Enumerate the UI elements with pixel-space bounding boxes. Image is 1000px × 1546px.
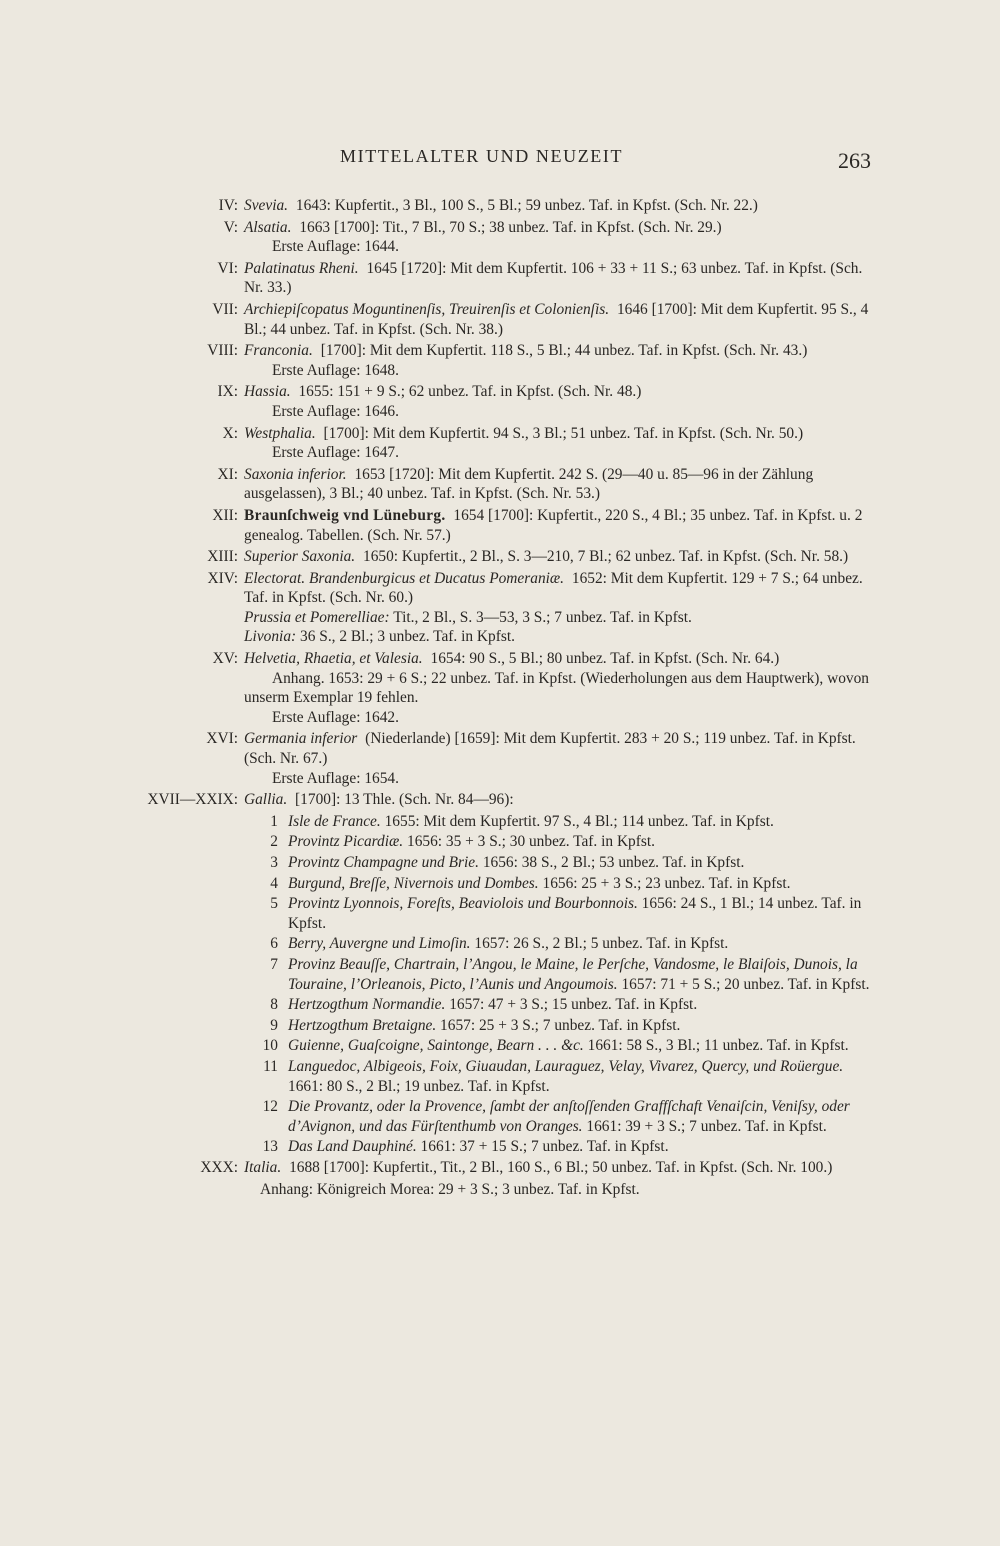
- entry-number: XII:: [212, 506, 238, 524]
- entry-title: Franconia.: [244, 342, 313, 360]
- gallia-item: [0, 874, 1000, 894]
- entry-number: XXX:: [200, 1158, 238, 1176]
- entry-description: 1654: 90 S., 5 Bl.; 80 unbez. Taf. in Kpfst. (Sch. Nr. 64.): [430, 650, 780, 668]
- entry-description: 1652: Mit dem Kupfertit. 129 + 7 S.; 64 unbez. Taf. in Kpfst. (Sch. Nr. 60.): [244, 569, 863, 607]
- catalog-entry: [0, 506, 1000, 545]
- item-title: Provintz Lyonnois, Foreſts, Beaviolois und Bourbonnois.: [288, 895, 638, 913]
- catalog-entry: [0, 569, 1000, 647]
- entry-description: 1654 [1700]: Kupfertit., 220 S., 4 Bl.; 35 unbez. Taf. in Kpfst. u. 2 genealog. Tabellen. (Sch. Nr. 57.): [244, 506, 863, 544]
- entry-title: Italia.: [244, 1158, 282, 1176]
- item-description: 1661: 58 S., 3 Bl.; 11 unbez. Taf. in Kpfst.: [587, 1037, 849, 1055]
- item-number: 8: [270, 996, 278, 1014]
- entry-description: 1650: Kupfertit., 2 Bl., S. 3—210, 7 Bl.; 62 unbez. Taf. in Kpfst. (Sch. Nr. 58.): [363, 548, 849, 566]
- entry-title: Germania inferior: [244, 730, 358, 748]
- entry-title: Hassia.: [244, 383, 291, 401]
- item-number: 12: [262, 1098, 278, 1116]
- catalog-entry: [0, 547, 1000, 567]
- entry-description: [1700]: 13 Thle. (Sch. Nr. 84—96):: [295, 791, 514, 809]
- gallia-item: [0, 1057, 1000, 1096]
- gallia-item: [0, 812, 1000, 832]
- entry-number: IX:: [217, 383, 238, 401]
- running-head: MITTELALTER UND NEUZEIT: [340, 146, 624, 166]
- entry-number: VIII:: [207, 342, 238, 360]
- entry-note: Erste Auflage: 1644.: [272, 238, 399, 256]
- item-number: 6: [270, 935, 278, 953]
- item-number: 7: [270, 955, 278, 973]
- item-number: 4: [270, 874, 278, 892]
- catalog-entry: [0, 218, 1000, 257]
- catalog-entry: [0, 300, 1000, 339]
- catalog-entry: [0, 649, 1000, 727]
- entry-title: Helvetia, Rhaetia, et Valesia.: [244, 650, 423, 668]
- catalog-entry: [0, 1158, 1000, 1178]
- gallia-item: [0, 853, 1000, 873]
- entry-description: 1688 [1700]: Kupfertit., Tit., 2 Bl., 160 S., 6 Bl.; 50 unbez. Taf. in Kpfst. (Sch. Nr. 100.): [289, 1158, 833, 1176]
- gallia-item: [0, 1097, 1000, 1136]
- gallia-item: [0, 934, 1000, 954]
- item-number: 13: [262, 1138, 278, 1156]
- catalog-entry: [0, 259, 1000, 298]
- item-number: 3: [270, 854, 278, 871]
- item-number: 10: [262, 1037, 278, 1055]
- entry-note: Erste Auflage: 1642.: [272, 708, 399, 726]
- entry-number: XV:: [212, 650, 238, 668]
- catalog-entry: [0, 424, 1000, 463]
- entry-description: 1646 [1700]: Mit dem Kupfertit. 95 S., 4 Bl.; 44 unbez. Taf. in Kpfst. (Sch. Nr. 38.): [244, 300, 869, 338]
- item-title: Languedoc, Albigeois, Foix, Giuaudan, Lauraguez, Velay, Vivarez, Quercy, und Roüergue.: [288, 1057, 844, 1075]
- subpart-title: Livonia:: [244, 628, 297, 646]
- page-number: 263: [838, 148, 871, 173]
- italia-appendix: Anhang: Königreich Morea: 29 + 3 S.; 3 unbez. Taf. in Kpfst.: [260, 1180, 640, 1198]
- item-title: Provinz Beauſſe, Chartrain, l’Angou, le Maine, le Perſche, Vandosme, le Blaiſois, Dunois, la Touraine, l’Orleanois, Picto, l’Aunis und Angoumois.: [288, 955, 858, 993]
- entry-number: XIV:: [207, 569, 238, 587]
- item-number: 9: [270, 1016, 278, 1034]
- entry-title: Superior Saxonia.: [244, 548, 356, 566]
- subpart-title: Prussia et Pomerelliae:: [244, 608, 390, 626]
- gallia-item: [0, 894, 1000, 933]
- entry-description: 1645 [1720]: Mit dem Kupfertit. 106 + 33 + 11 S.; 63 unbez. Taf. in Kpfst. (Sch. Nr. 33.): [244, 259, 863, 297]
- page-header: [0, 146, 1000, 176]
- entry-description: 1663 [1700]: Tit., 7 Bl., 70 S.; 38 unbez. Taf. in Kpfst. (Sch. Nr. 29.): [299, 218, 722, 236]
- entry-number: X:: [222, 424, 238, 442]
- item-title: Burgund, Breſſe, Nivernois und Dombes.: [288, 874, 539, 892]
- entry-number: XVII—XXIX:: [147, 791, 238, 809]
- entry-title: Svevia.: [244, 197, 289, 214]
- entry-number: XVI:: [206, 730, 238, 748]
- item-title: Provintz Champagne und Brie.: [288, 854, 479, 871]
- catalog-list: [0, 196, 1000, 1199]
- subpart-description: Tit., 2 Bl., S. 3—53, 3 S.; 7 unbez. Taf. in Kpfst.: [393, 608, 692, 626]
- gallia-item: [0, 995, 1000, 1015]
- entry-number: XI:: [217, 465, 238, 483]
- entry-title: Alsatia.: [244, 218, 292, 236]
- item-description: 1655: Mit dem Kupfertit. 97 S., 4 Bl.; 114 unbez. Taf. in Kpfst.: [384, 812, 774, 830]
- item-description: 1657: 25 + 3 S.; 7 unbez. Taf. in Kpfst.: [440, 1016, 681, 1034]
- item-description: 1656: 24 S., 1 Bl.; 14 unbez. Taf. in Kpfst.: [288, 895, 862, 932]
- entry-number: VI:: [217, 259, 238, 277]
- gallia-item: [0, 1036, 1000, 1056]
- entry-description: 1653 [1720]: Mit dem Kupfertit. 242 S. (29—40 u. 85—96 in der Zählung ausgelassen), 3 Bl.; 40 unbez. Taf. in Kpfst. (Sch. Nr. 53.): [244, 465, 814, 503]
- item-description: 1661: 37 + 15 S.; 7 unbez. Taf. in Kpfst.: [420, 1138, 669, 1156]
- entry-subpart: [244, 608, 880, 628]
- item-description: 1657: 47 + 3 S.; 15 unbez. Taf. in Kpfst.: [449, 996, 698, 1014]
- catalog-entry: [0, 341, 1000, 380]
- item-description: 1657: 71 + 5 S.; 20 unbez. Taf. in Kpfst.: [621, 975, 870, 993]
- entry-title: Gallia.: [244, 791, 288, 809]
- entry-note: Erste Auflage: 1648.: [272, 361, 399, 379]
- gallia-item: [0, 1137, 1000, 1157]
- item-description: 1656: 35 + 3 S.; 30 unbez. Taf. in Kpfst.: [407, 833, 655, 851]
- catalog-entry: [0, 196, 1000, 216]
- item-number: 11: [263, 1057, 278, 1075]
- entry-title: Electorat. Brandenburgicus et Ducatus Pomeraniæ.: [244, 569, 565, 587]
- entry-title: Saxonia inferior.: [244, 465, 347, 483]
- catalog-entry: [0, 465, 1000, 504]
- catalog-entry: [0, 382, 1000, 421]
- entry-note: Erste Auflage: 1654.: [272, 769, 399, 787]
- entry-title: Westphalia.: [244, 424, 316, 442]
- subpart-description: 36 S., 2 Bl.; 3 unbez. Taf. in Kpfst.: [300, 628, 515, 646]
- entry-number: VII:: [212, 300, 238, 318]
- item-description: 1657: 26 S., 2 Bl.; 5 unbez. Taf. in Kpfst.: [474, 935, 729, 953]
- item-number: 2: [270, 833, 278, 851]
- item-title: Die Provantz, oder la Provence, ſambt der anſtoſſenden Graffſchaft Venaiſcin, Veniſsy, oder d’Avignon, und das Fürſtenthumb von Oranges.: [288, 1098, 850, 1135]
- entry-description: [1700]: Mit dem Kupfertit. 94 S., 3 Bl.; 51 unbez. Taf. in Kpfst. (Sch. Nr. 50.): [323, 424, 804, 442]
- item-title: Hertzogthum Normandie.: [288, 996, 446, 1014]
- entry-title: Archiepiſcopatus Moguntinenſis, Treuirenſis et Colonienſis.: [244, 300, 610, 318]
- item-description: 1661: 39 + 3 S.; 7 unbez. Taf. in Kpfst.: [586, 1117, 827, 1135]
- entry-note: Erste Auflage: 1647.: [272, 444, 399, 462]
- catalog-entry: [0, 790, 1000, 810]
- entry-subpart: [244, 627, 880, 647]
- gallia-item: [0, 832, 1000, 852]
- item-number: 1: [270, 812, 278, 830]
- entry-description: [1700]: Mit dem Kupfertit. 118 S., 5 Bl.; 44 unbez. Taf. in Kpfst. (Sch. Nr. 43.): [320, 342, 808, 360]
- entry-number: IV:: [218, 197, 238, 214]
- entry-note: Erste Auflage: 1646.: [272, 402, 399, 420]
- item-description: 1656: 38 S., 2 Bl.; 53 unbez. Taf. in Kpfst.: [482, 854, 745, 871]
- item-title: Das Land Dauphiné.: [288, 1138, 417, 1156]
- item-title: Isle de France.: [288, 812, 381, 830]
- entry-number: XIII:: [207, 548, 238, 566]
- item-title: Provintz Picardiæ.: [288, 833, 404, 851]
- gallia-item: [0, 955, 1000, 994]
- item-description: 1661: 80 S., 2 Bl.; 19 unbez. Taf. in Kpfst.: [288, 1077, 550, 1095]
- entry-appendix: Anhang. 1653: 29 + 6 S.; 22 unbez. Taf. in Kpfst. (Wiederholungen aus dem Hauptwerk), wovon unserm Exemplar 19 fehlen.: [244, 669, 869, 707]
- entry-number: V:: [223, 218, 238, 236]
- gallia-item: [0, 1016, 1000, 1036]
- entry-title: Palatinatus Rheni.: [244, 259, 359, 277]
- entry-description: (Niederlande) [1659]: Mit dem Kupfertit. 283 + 20 S.; 119 unbez. Taf. in Kpfst. (Sch. Nr. 67.): [244, 730, 856, 768]
- entry-description: 1655: 151 + 9 S.; 62 unbez. Taf. in Kpfst. (Sch. Nr. 48.): [298, 383, 642, 401]
- catalog-entry: [0, 729, 1000, 788]
- item-number: 5: [270, 895, 278, 913]
- entry-title: Braunſchweig vnd Lüneburg.: [244, 506, 446, 524]
- item-title: Guienne, Guaſcoigne, Saintonge, Bearn . . . &c.: [288, 1037, 584, 1055]
- entry-description: 1643: Kupfertit., 3 Bl., 100 S., 5 Bl.; 59 unbez. Taf. in Kpfst. (Sch. Nr. 22.): [295, 197, 758, 214]
- item-description: 1656: 25 + 3 S.; 23 unbez. Taf. in Kpfst.: [542, 874, 791, 892]
- item-title: Hertzogthum Bretaigne.: [288, 1016, 437, 1034]
- item-title: Berry, Auvergne und Limoſin.: [288, 935, 471, 953]
